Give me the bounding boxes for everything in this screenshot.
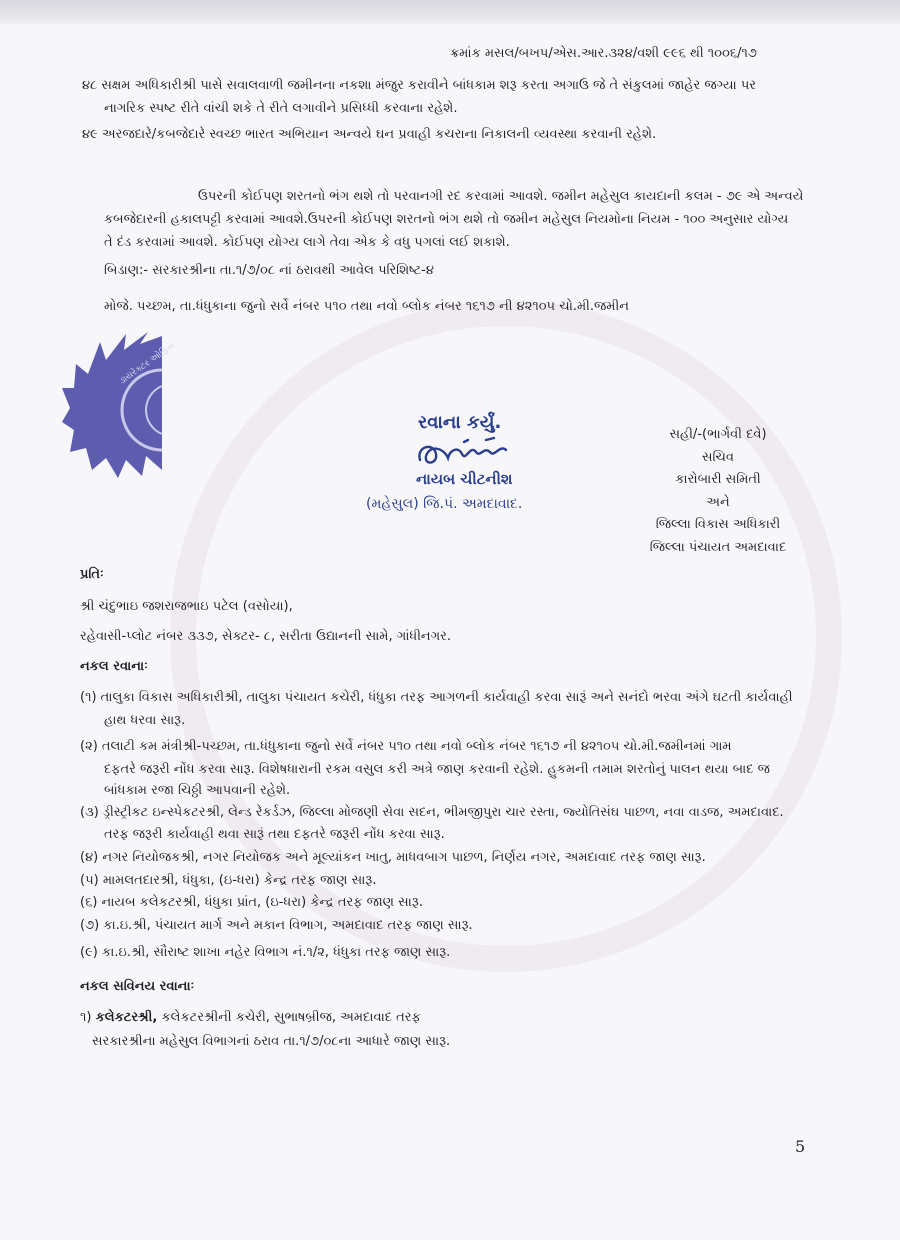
penalty-line-2: કબજેદારની હકાલપટ્ટી કરવામાં આવશે.ઉપરની કોઈપણ શરતનો ભંગ થશે તો જમીન મહેસુલ નિયમોના નિયમ - ૧૦૦ અનુસાર યોગ્ય	[104, 212, 789, 227]
copy-3-line2: તરફ જરૂરી કાર્યવાહી થવા સારૂં તથા દફતરે જરૂરી નોંધ કરવા સારૂ.	[104, 827, 445, 842]
signatory-line-4: અને	[706, 494, 730, 510]
respect-copy-line1	[80, 1008, 421, 1028]
penalty-line-3: તે દંડ કરવામાં આવશે. કોઈપણ યોગ્ય લાગે તેવા એક કે વધુ પગલાં લઈ શકાશે.	[104, 235, 510, 250]
to-address: રહેવાસી-પ્લોટ નંબર ૩૩૭, સેક્ટર- ૮, સરીતા ઉદ્યાનની સામે, ગાંધીનગર.	[80, 629, 451, 644]
land-line: મોજે. પચ્છમ, તા.ધંધુકાના જુનો સર્વે નંબર ૫૧૦ તથા નવો બ્લોક નંબર ૧૬૧૭ ની ૪૨૧૦૫ ચો.મી.જમીન	[104, 299, 629, 314]
copy-1-line2: હાથ ધરવા સારૂ.	[104, 713, 186, 728]
to-label: પ્રતિઃ	[80, 567, 104, 582]
copy-1-line1: (૧) તાલુકા વિકાસ અધિકારીશ્રી, તાલુકા પંચાયત કચેરી, ધંધુકા તરફ આગળની કાર્યવાહી કરવા સારૂં અને સનંદો ભરવા અંગે ઘટતી કાર્યવાહી	[80, 690, 793, 705]
official-seal	[62, 330, 177, 480]
condition-48-line1: ૪૮ સક્ષમ અધિકારીશ્રી પાસે સવાલવાળી જમીનના નકશા મંજુર કરાવીને બાંધકામ શરૂ કરતા અગાઉ જે તે સંકુલમાં જાહેર જગ્યા પર	[82, 78, 757, 93]
respect-copy-prefix: ૧)	[80, 1010, 96, 1025]
svg-text:ડાયરેક્ટર ઓફિસ: ડાયરેક્ટર ઓફિસ	[117, 341, 177, 387]
condition-48-line2: નાગરિક સ્પષ્ટ રીતે વાંચી શકે તે રીતે લગાવીને પ્રસિધ્ધી કરવાના રહેશે.	[104, 101, 458, 116]
signatory-line-6: જિલ્લા પંચાયત અમદાવાદ	[649, 539, 787, 555]
copy-6: (૬) નાયબ કલેકટરશ્રી, ધંધુકા પ્રાંત, (ઇ-ધરા) કેન્દ્ર તરફ જાણ સારૂ.	[80, 895, 423, 910]
copy-2-line2: દફતરે જરૂરી નોંધ કરવા સારૂ. વિશેષધારાની રકમ વસુલ કરી અત્રે જાણ કરવાની રહેશે. હુકમની તમામ શરતોનું પાલન થયા બાદ જ	[104, 762, 770, 777]
reference-number: ક્રમાંક મસલ/બખપ/એસ.આર.૩૨૪/વશી ૯૯૬ થી ૧૦૦૬/૧૭	[450, 46, 757, 61]
respect-copy-line2: સરકારશ્રીના મહેસુલ વિભાગનાં ઠરાવ તા.૧/૭/૦૮ના આધારે જાણ સારૂ.	[92, 1034, 451, 1049]
signatory-line-5: જિલ્લા વિકાસ અધિકારી	[655, 517, 781, 532]
copy-7: (૭) કા.ઇ.શ્રી, પંચાયત માર્ગ અને મકાન વિભાગ, અમદાવાદ તરફ જાણ સારૂ.	[80, 918, 473, 933]
stamp-sent-label: રવાના કર્યું.	[418, 412, 502, 433]
scan-top-band	[0, 0, 900, 24]
to-name: શ્રી ચંદુભાઇ જશરાજભાઇ પટેલ (વસોયા),	[80, 599, 293, 614]
signatory-block	[628, 424, 808, 559]
copy-label: નકલ રવાનાઃ	[80, 659, 148, 674]
respect-copy-collector: કલેકટરશ્રી,	[95, 1010, 158, 1025]
stamp-department: (મહેસુલ) જિ.પં. અમદાવાદ.	[366, 496, 523, 512]
enclosure-line: બિડાણ:- સરકારશ્રીના તા.૧/૭/૦૮ નાં ઠરાવથી આવેલ પરિશિષ્ટ-૪	[104, 263, 434, 278]
copy-2-line3: બાંધકામ રજા ચિઠ્ઠી આપવાની રહેશે.	[104, 783, 291, 798]
copy-2-line1: (૨) તલાટી કમ મંત્રીશ્રી-પચ્છમ, તા.ધંધુકાના જુનો સર્વે નંબર ૫૧૦ તથા નવો બ્લોક નંબર ૧૬૧૭ ની ૪૨૧૦૫ ચો.મી.જમીનમાં ગામ	[80, 739, 732, 754]
copy-5: (૫) મામલતદારશ્રી, ધંધુકા, (ઇ-ધરા) કેન્દ્ર તરફ જાણ સારૂ.	[80, 873, 377, 888]
copy-3-line1: (૩) ડ્રીસ્ટ્રીકટ ઇન્સ્પેકટરશ્રી, લેન્ડ રેકર્ડઝ, જિલ્લા મોજણી સેવા સદન, ભીમજીપુરા ચાર રસ્તા, જ્યોતિસંઘ પાછળ, નવા વાડજ, અમદાવાદ.	[80, 805, 784, 820]
stamp-title: નાયબ ચીટનીશ	[416, 470, 513, 488]
condition-49: ૪૯ અરજદારે/કબજેદારે સ્વચ્છ ભારત અભિયાન અન્વયે ઘન પ્રવાહી કચરાના નિકાલની વ્યવસ્થા કરવાની રહેશે.	[82, 127, 657, 142]
page-number: 5	[795, 1137, 806, 1156]
signatory-line-3: કારોબારી સમિતી	[675, 472, 761, 487]
handwritten-signature	[414, 436, 524, 472]
signatory-signed: સહી/-(ભાર્ગવી દવે)	[669, 427, 767, 442]
copy-4: (૪) નગર નિયોજકશ્રી, નગર નિયોજક અને મૂલ્યાંકન ખાતુ, માધવબાગ પાછળ, નિર્ણય નગર, અમદાવાદ તરફ જાણ સારૂ.	[80, 850, 706, 865]
penalty-line-1: ઉપરની કોઈપણ શરતનો ભંગ થશે તો પરવાનગી રદ કરવામાં આવશે. જમીન મહેસુલ કાયદાની કલમ - ૭૯ એ અન્વયે	[198, 189, 804, 204]
copy-respect-label: નકલ સવિનય રવાનાઃ	[80, 979, 195, 994]
copy-8: (૯) કા.ઇ.શ્રી, સૌરાષ્ટ શાખા નહેર વિભાગ નં.૧/૨, ધંધુકા તરફ જાણ સારૂ.	[80, 945, 451, 960]
respect-copy-rest: કલેકટરશ્રીની કચેરી, સુભાષબ્રીજ, અમદાવાદ તરફ	[157, 1010, 421, 1025]
signatory-line-2: સચિવ	[702, 449, 734, 465]
